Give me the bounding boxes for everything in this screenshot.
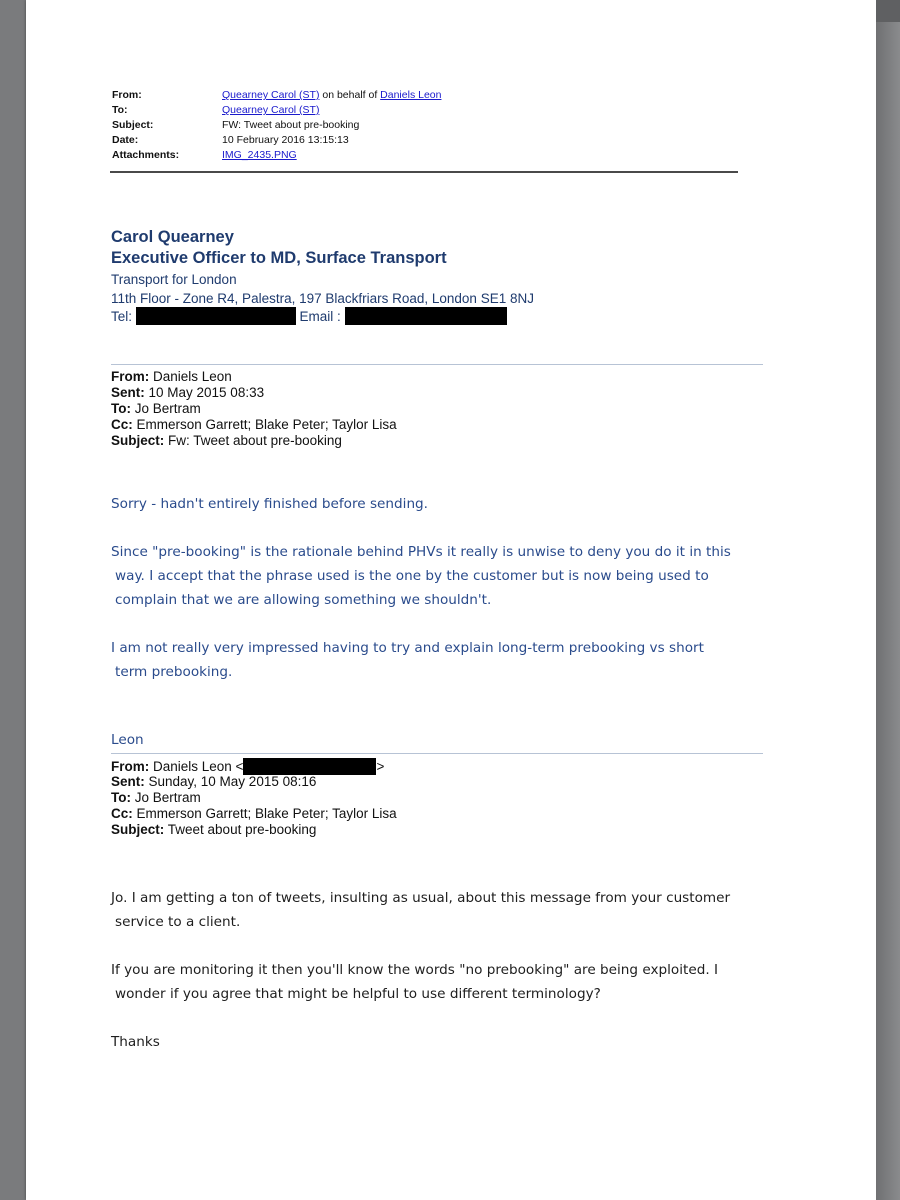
email-header <box>112 88 441 163</box>
header-date-label: Date: <box>112 134 139 146</box>
header-subject-row <box>112 118 441 133</box>
header-from-label: From: <box>112 89 142 101</box>
signature-organisation: Transport for London <box>111 272 237 287</box>
message-paragraph: Jo. I am getting a ton of tweets, insulting as usual, about this message from your customer <box>111 890 731 906</box>
principal-link[interactable]: Daniels Leon <box>380 89 442 101</box>
signature-address: 11th Floor - Zone R4, Palestra, 197 Blackfriars Road, London SE1 8NJ <box>111 291 534 306</box>
header-subject-label: Subject: <box>112 119 154 131</box>
fwd2-from-label: From: <box>111 759 150 774</box>
fwd2-to-label: To: <box>111 790 131 805</box>
message-paragraph: term prebooking. <box>115 664 233 680</box>
fwd2-cc-value: Emmerson Garrett; Blake Peter; Taylor Lisa <box>132 806 397 821</box>
fwd1-subject-value: Fw: Tweet about pre-booking <box>164 433 342 448</box>
fwd1-subject-row <box>111 433 397 449</box>
message-paragraph: Sorry - hadn't entirely finished before sending. <box>111 496 429 512</box>
header-attachments-row <box>112 148 441 163</box>
tel-label: Tel: <box>111 309 133 324</box>
viewer-scrollbar[interactable] <box>876 0 900 1200</box>
fwd1-cc-value: Emmerson Garrett; Blake Peter; Taylor Lisa <box>132 417 397 432</box>
signature-contact <box>111 307 534 325</box>
fwd2-subject-value: Tweet about pre-booking <box>164 822 317 837</box>
fwd2-sent-value: Sunday, 10 May 2015 08:16 <box>144 774 317 789</box>
fwd1-from-label: From: <box>111 369 150 384</box>
fwd1-subject-label: Subject: <box>111 433 165 448</box>
fwd2-from-row <box>111 758 397 774</box>
header-to-row <box>112 103 441 118</box>
header-from-row <box>112 88 441 103</box>
fwd1-sent-value: 10 May 2015 08:33 <box>144 385 265 400</box>
message-paragraph: I am not really very impressed having to try and explain long-term prebooking vs short <box>111 640 704 656</box>
message-paragraph: way. I accept that the phrase used is the one by the customer but is now being used to <box>115 568 709 584</box>
on-behalf-text: on behalf of <box>319 89 381 101</box>
signature-divider <box>111 364 763 365</box>
fwd1-to-value: Jo Bertram <box>131 401 201 416</box>
fwd1-from-value: Daniels Leon <box>149 369 232 384</box>
message-paragraph: Thanks <box>111 1034 160 1050</box>
recipient-link[interactable]: Quearney Carol (ST) <box>222 104 320 116</box>
redaction-box <box>243 758 376 775</box>
fwd1-sent-row <box>111 385 397 401</box>
fwd1-from-row <box>111 369 397 385</box>
message-paragraph: If you are monitoring it then you'll know the words "no prebooking" are being exploited. I <box>111 962 718 978</box>
fwd2-cc-label: Cc: <box>111 806 133 821</box>
message-paragraph: complain that we are allowing something we shouldn't. <box>115 592 492 608</box>
fwd2-to-value: Jo Bertram <box>131 790 201 805</box>
fwd1-to-label: To: <box>111 401 131 416</box>
fwd2-cc-row <box>111 806 397 822</box>
fwd2-sent-row <box>111 774 397 790</box>
fwd2-subject-label: Subject: <box>111 822 165 837</box>
header-attachments-label: Attachments: <box>112 149 180 161</box>
header-date-value: 10 February 2016 13:15:13 <box>222 134 349 146</box>
signature-block <box>111 227 534 325</box>
forward-header-2 <box>111 758 397 838</box>
message-paragraph: service to a client. <box>115 914 241 930</box>
fwd1-cc-row <box>111 417 397 433</box>
message-1-signoff: Leon <box>111 732 144 748</box>
message-paragraph: wonder if you agree that might be helpful to use different terminology? <box>115 986 601 1002</box>
fwd2-to-row <box>111 790 397 806</box>
viewer-corner <box>876 0 900 22</box>
message-2-body <box>111 886 751 1054</box>
fwd2-from-value: Daniels Leon < <box>149 759 244 774</box>
attachment-link[interactable]: IMG_2435.PNG <box>222 149 297 161</box>
message-1-body <box>111 492 751 684</box>
email-label: Email : <box>295 309 345 324</box>
fwd1-sent-label: Sent: <box>111 385 145 400</box>
signature-title: Executive Officer to MD, Surface Transport <box>111 249 447 267</box>
fwd1-cc-label: Cc: <box>111 417 133 432</box>
message-divider <box>111 753 763 754</box>
fwd1-to-row <box>111 401 397 417</box>
sender-link[interactable]: Quearney Carol (ST) <box>222 89 320 101</box>
signature-name: Carol Quearney <box>111 228 234 246</box>
fwd2-from-close: > <box>376 759 385 774</box>
message-paragraph: Since "pre-booking" is the rationale behind PHVs it really is unwise to deny you do it in this <box>111 544 731 560</box>
fwd2-sent-label: Sent: <box>111 774 145 789</box>
redaction-box <box>136 307 296 325</box>
header-divider <box>110 171 738 173</box>
header-date-row <box>112 133 441 148</box>
header-subject-value: FW: Tweet about pre-booking <box>222 119 360 131</box>
fwd2-subject-row <box>111 822 397 838</box>
forward-header-1 <box>111 369 397 449</box>
redaction-box <box>345 307 507 325</box>
header-to-label: To: <box>112 104 128 116</box>
